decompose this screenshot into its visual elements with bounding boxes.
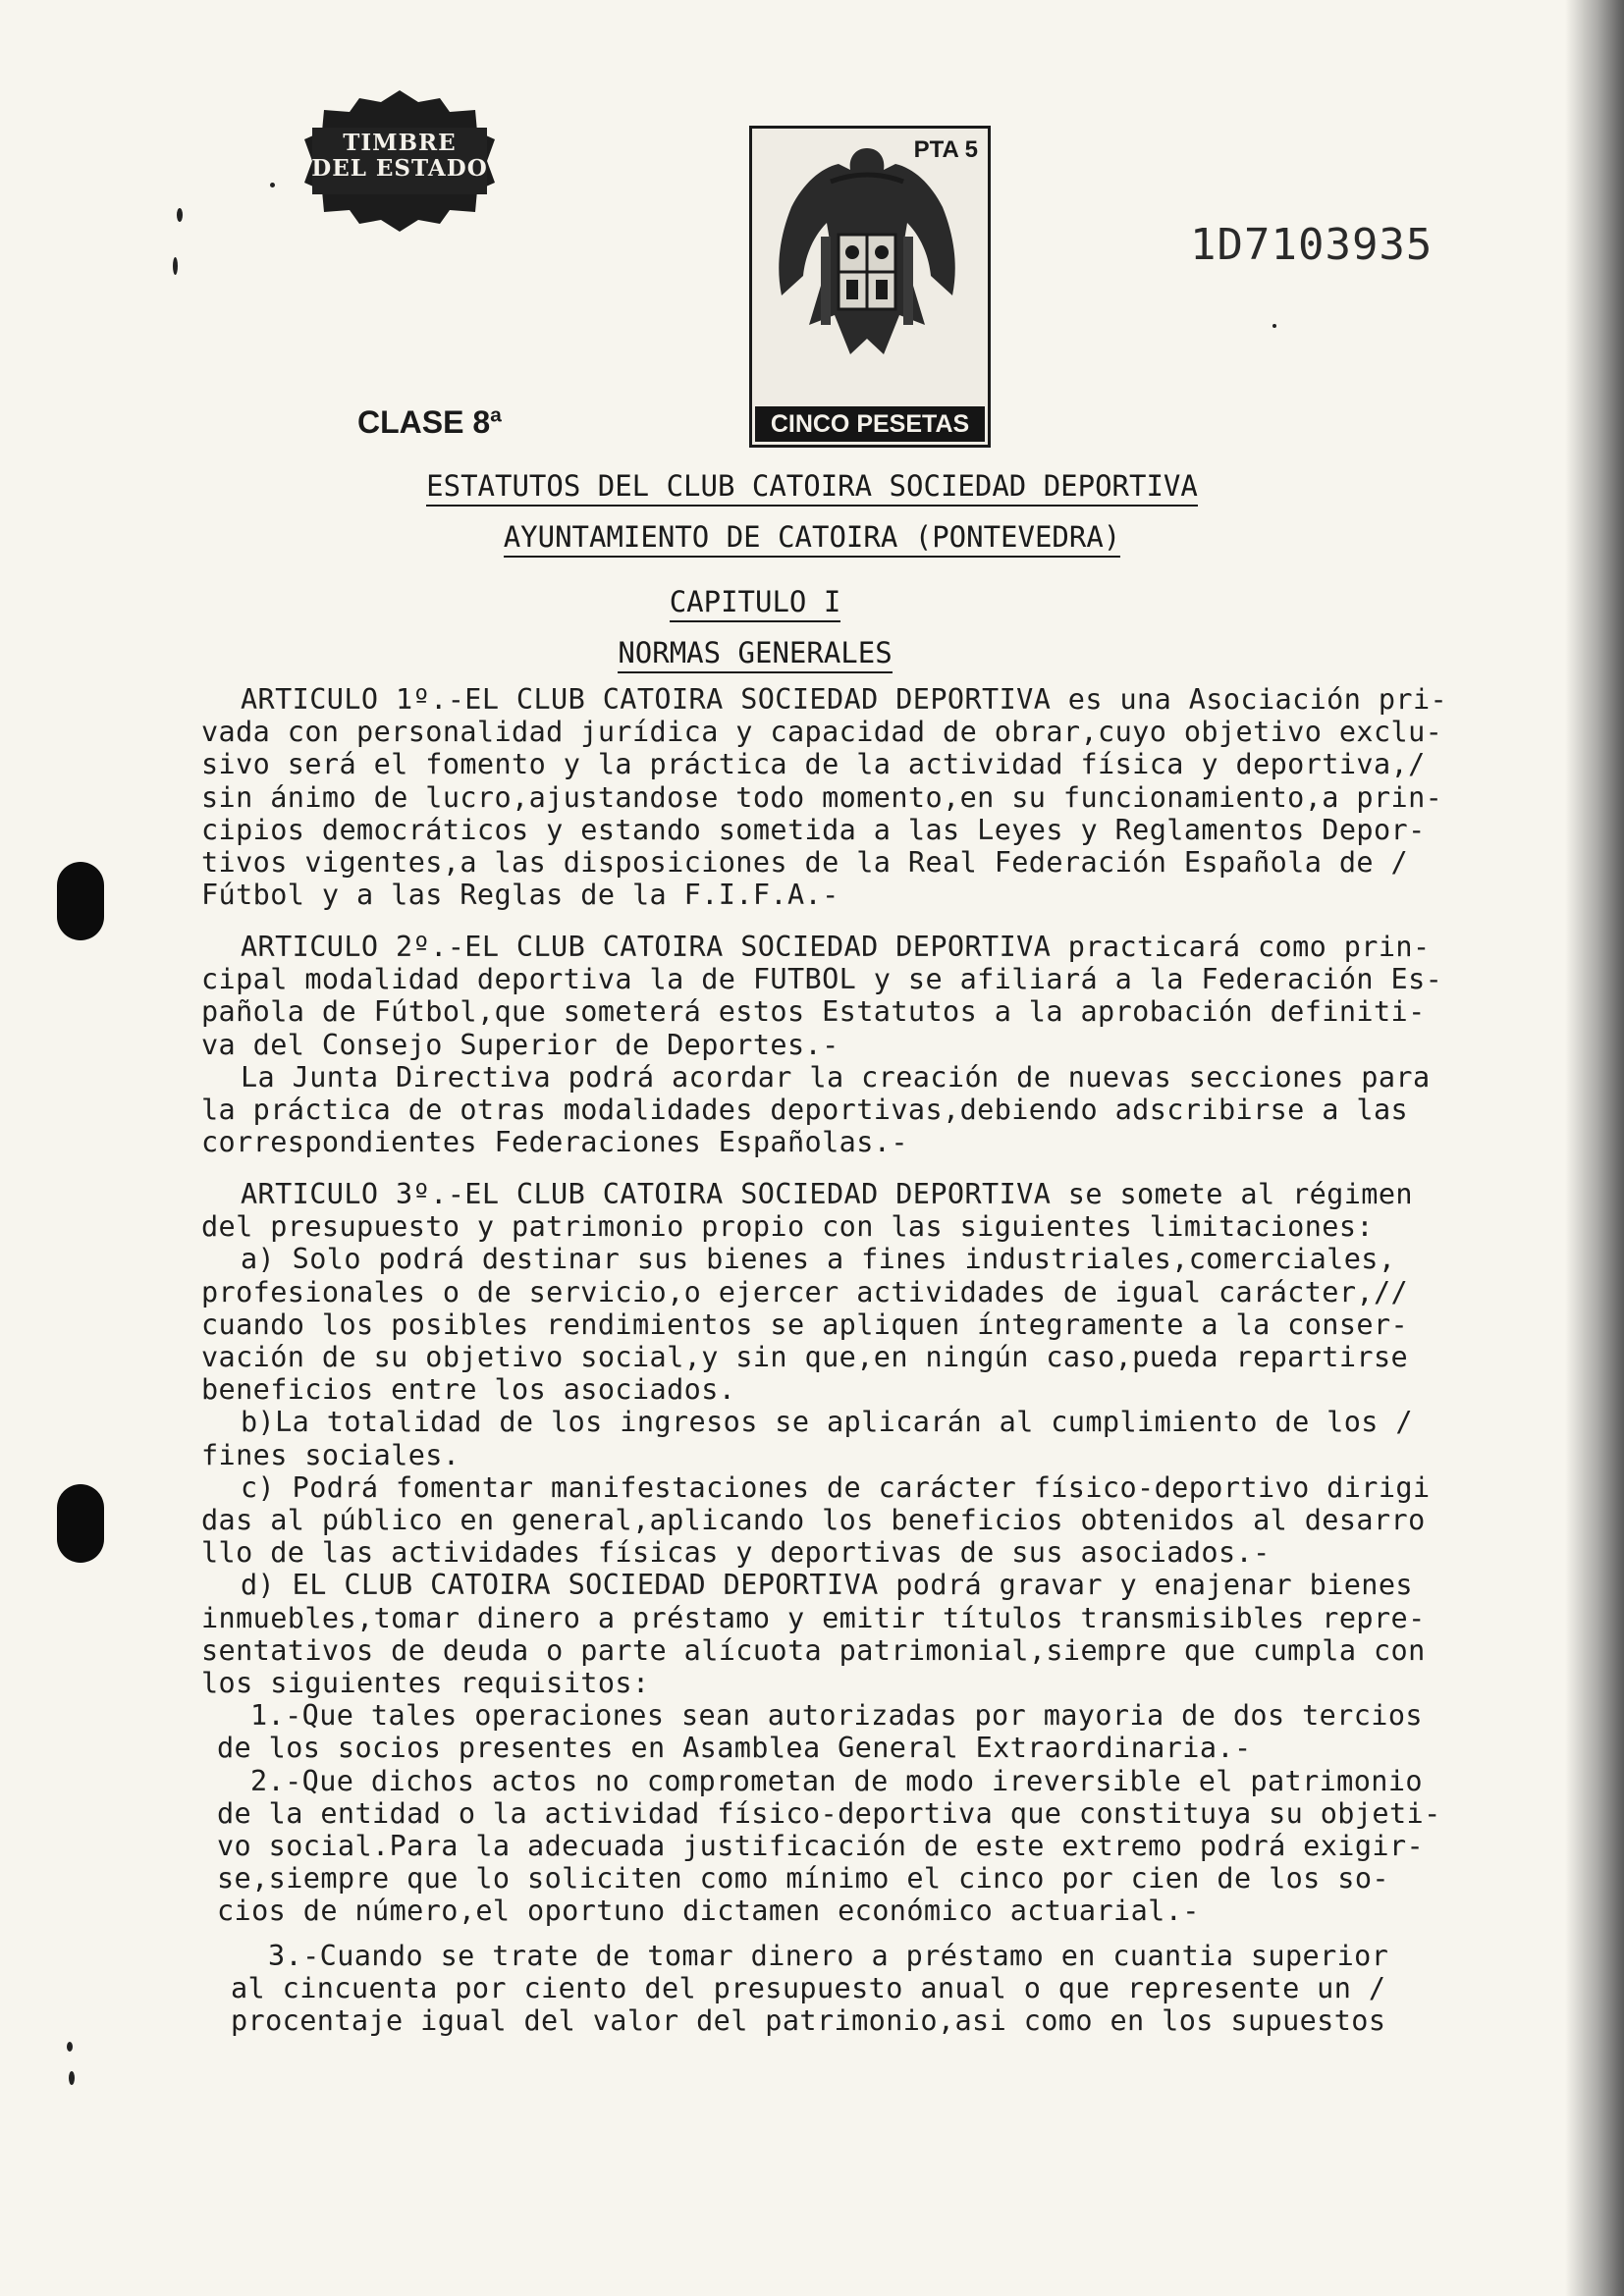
scan-speck	[1272, 324, 1276, 328]
title-line-1-text: ESTATUTOS DEL CLUB CATOIRA SOCIEDAD DEPORTIVA	[426, 469, 1198, 507]
article-3-line: d) EL CLUB CATOIRA SOCIEDAD DEPORTIVA podrá gravar y enajenar bienes	[241, 1569, 1413, 1602]
title-line-2	[0, 520, 1624, 554]
article-3-line: inmuebles,tomar dinero a préstamo y emitir títulos transmisibles repre-	[201, 1601, 1426, 1634]
article-3-line: del presupuesto y patrimonio propio con las siguientes limitaciones:	[201, 1210, 1374, 1244]
article-3-line: de los socios presentes en Asamblea General Extraordinaria.-	[217, 1732, 1252, 1765]
article-3-line: a) Solo podrá destinar sus bienes a fines industriales,comerciales,	[241, 1243, 1396, 1276]
article-2-line: cipal modalidad deportiva la de FUTBOL y se afiliará a la Federación Es-	[201, 963, 1443, 996]
article-1-line: cipios democráticos y estando sometida a las Leyes y Reglamentos Depor-	[201, 813, 1426, 846]
article-1-line: vada con personalidad jurídica y capacidad de obrar,cuyo objetivo exclu-	[201, 716, 1443, 749]
timbre-text-line1: TIMBRE	[343, 130, 457, 156]
article-3-line: vo social.Para la adecuada justificación de este extremo podrá exigir-	[217, 1830, 1425, 1863]
punch-hole-bottom	[57, 1484, 104, 1563]
article-3-line: sentativos de deuda o parte alícuota patrimonial,siempre que cumpla con	[201, 1633, 1426, 1667]
article-2-line: correspondientes Federaciones Españolas.-	[201, 1126, 908, 1159]
article-3-line: cuando los posibles rendimientos se apliquen íntegramente a la conser-	[201, 1308, 1409, 1341]
article-3-line: llo de las actividades físicas y deportivas de sus asociados.-	[201, 1536, 1271, 1570]
article-3-line: al cincuenta por ciento del presupuesto anual o que represente un /	[231, 1971, 1386, 2004]
title-line-1	[0, 469, 1624, 503]
timbre-text-line2: DEL ESTADO	[311, 155, 488, 182]
document-class: CLASE 8ª	[357, 404, 502, 440]
scan-speck	[177, 208, 183, 222]
coat-of-arms-icon	[752, 129, 982, 394]
article-3-line: das al público en general,aplicando los beneficios obtenidos al desarro	[201, 1504, 1426, 1537]
article-3-line: profesionales o de servicio,o ejercer actividades de igual carácter,//	[201, 1275, 1409, 1308]
article-1-line: Fútbol y a las Reglas de la F.I.F.A.-	[201, 879, 839, 912]
article-1-line: sivo será el fomento y la práctica de la actividad física y deportiva,/	[201, 748, 1426, 781]
revenue-stamp	[749, 126, 991, 448]
article-3-line: cios de número,el oportuno dictamen económico actuarial.-	[217, 1895, 1200, 1928]
article-3-line: los siguientes requisitos:	[201, 1667, 650, 1700]
article-3-line: fines sociales.	[201, 1438, 460, 1471]
article-3-line: 1.-Que tales operaciones sean autorizadas por mayoria de dos tercios	[250, 1699, 1423, 1733]
article-1	[201, 683, 1596, 911]
chapter-subtitle-text: NORMAS GENERALES	[618, 636, 892, 673]
stamp-value: PTA 5	[913, 136, 978, 163]
chapter-subtitle	[0, 636, 1567, 669]
article-3-line: vación de su objetivo social,y sin que,en ningún caso,pueda repartirse	[201, 1341, 1409, 1374]
article-2	[201, 931, 1596, 1158]
article-3-line: b)La totalidad de los ingresos se aplicarán al cumplimiento de los /	[241, 1406, 1413, 1439]
scan-speck	[67, 2042, 73, 2052]
serial-number: 1D7103935	[1190, 220, 1434, 270]
timbre-del-estado-seal	[302, 88, 497, 234]
article-2-line: La Junta Directiva podrá acordar la creación de nuevas secciones para	[241, 1060, 1431, 1094]
scan-speck	[69, 2071, 75, 2085]
chapter-heading	[0, 585, 1567, 618]
article-1-line: ARTICULO 1º.-EL CLUB CATOIRA SOCIEDAD DEPORTIVA es una Asociación pri-	[241, 683, 1448, 716]
article-1-line: sin ánimo de lucro,ajustandose todo momento,en su funcionamiento,a prin-	[201, 780, 1443, 814]
punch-hole-top	[57, 862, 104, 940]
article-3-line: se,siempre que lo soliciten como mínimo el cinco por cien de los so-	[217, 1862, 1389, 1896]
title-line-2-text: AYUNTAMIENTO DE CATOIRA (PONTEVEDRA)	[504, 520, 1121, 558]
article-2-line: va del Consejo Superior de Deportes.-	[201, 1028, 839, 1061]
article-3-line: beneficios entre los asociados.	[201, 1373, 736, 1407]
article-3-line: c) Podrá fomentar manifestaciones de carácter físico-deportivo dirigi	[241, 1470, 1431, 1504]
article-2-line: ARTICULO 2º.-EL CLUB CATOIRA SOCIEDAD DEPORTIVA practicará como prin-	[241, 931, 1431, 963]
article-1-line: tivos vigentes,a las disposiciones de la Real Federación Española de /	[201, 846, 1409, 880]
scan-speck	[173, 257, 178, 275]
chapter-heading-text: CAPITULO I	[670, 585, 841, 622]
article-3-line: 2.-Que dichos actos no comprometan de modo ireversible el patrimonio	[250, 1764, 1423, 1797]
stamp-label: CINCO PESETAS	[755, 406, 985, 442]
article-2-line: pañola de Fútbol,que someterá estos Estatutos a la aprobación definiti-	[201, 995, 1426, 1029]
article-3-line: 3.-Cuando se trate de tomar dinero a préstamo en cuantia superior	[268, 1939, 1389, 1972]
scan-speck	[270, 183, 275, 187]
article-3-line: ARTICULO 3º.-EL CLUB CATOIRA SOCIEDAD DEPORTIVA se somete al régimen	[241, 1178, 1413, 1210]
article-3	[201, 1178, 1596, 2037]
article-2-line: la práctica de otras modalidades deportivas,debiendo adscribirse a las	[201, 1094, 1409, 1127]
article-3-line: procentaje igual del valor del patrimonio,asi como en los supuestos	[231, 2004, 1386, 2038]
article-3-line: de la entidad o la actividad físico-deportiva que constituya su objeti-	[217, 1796, 1441, 1830]
